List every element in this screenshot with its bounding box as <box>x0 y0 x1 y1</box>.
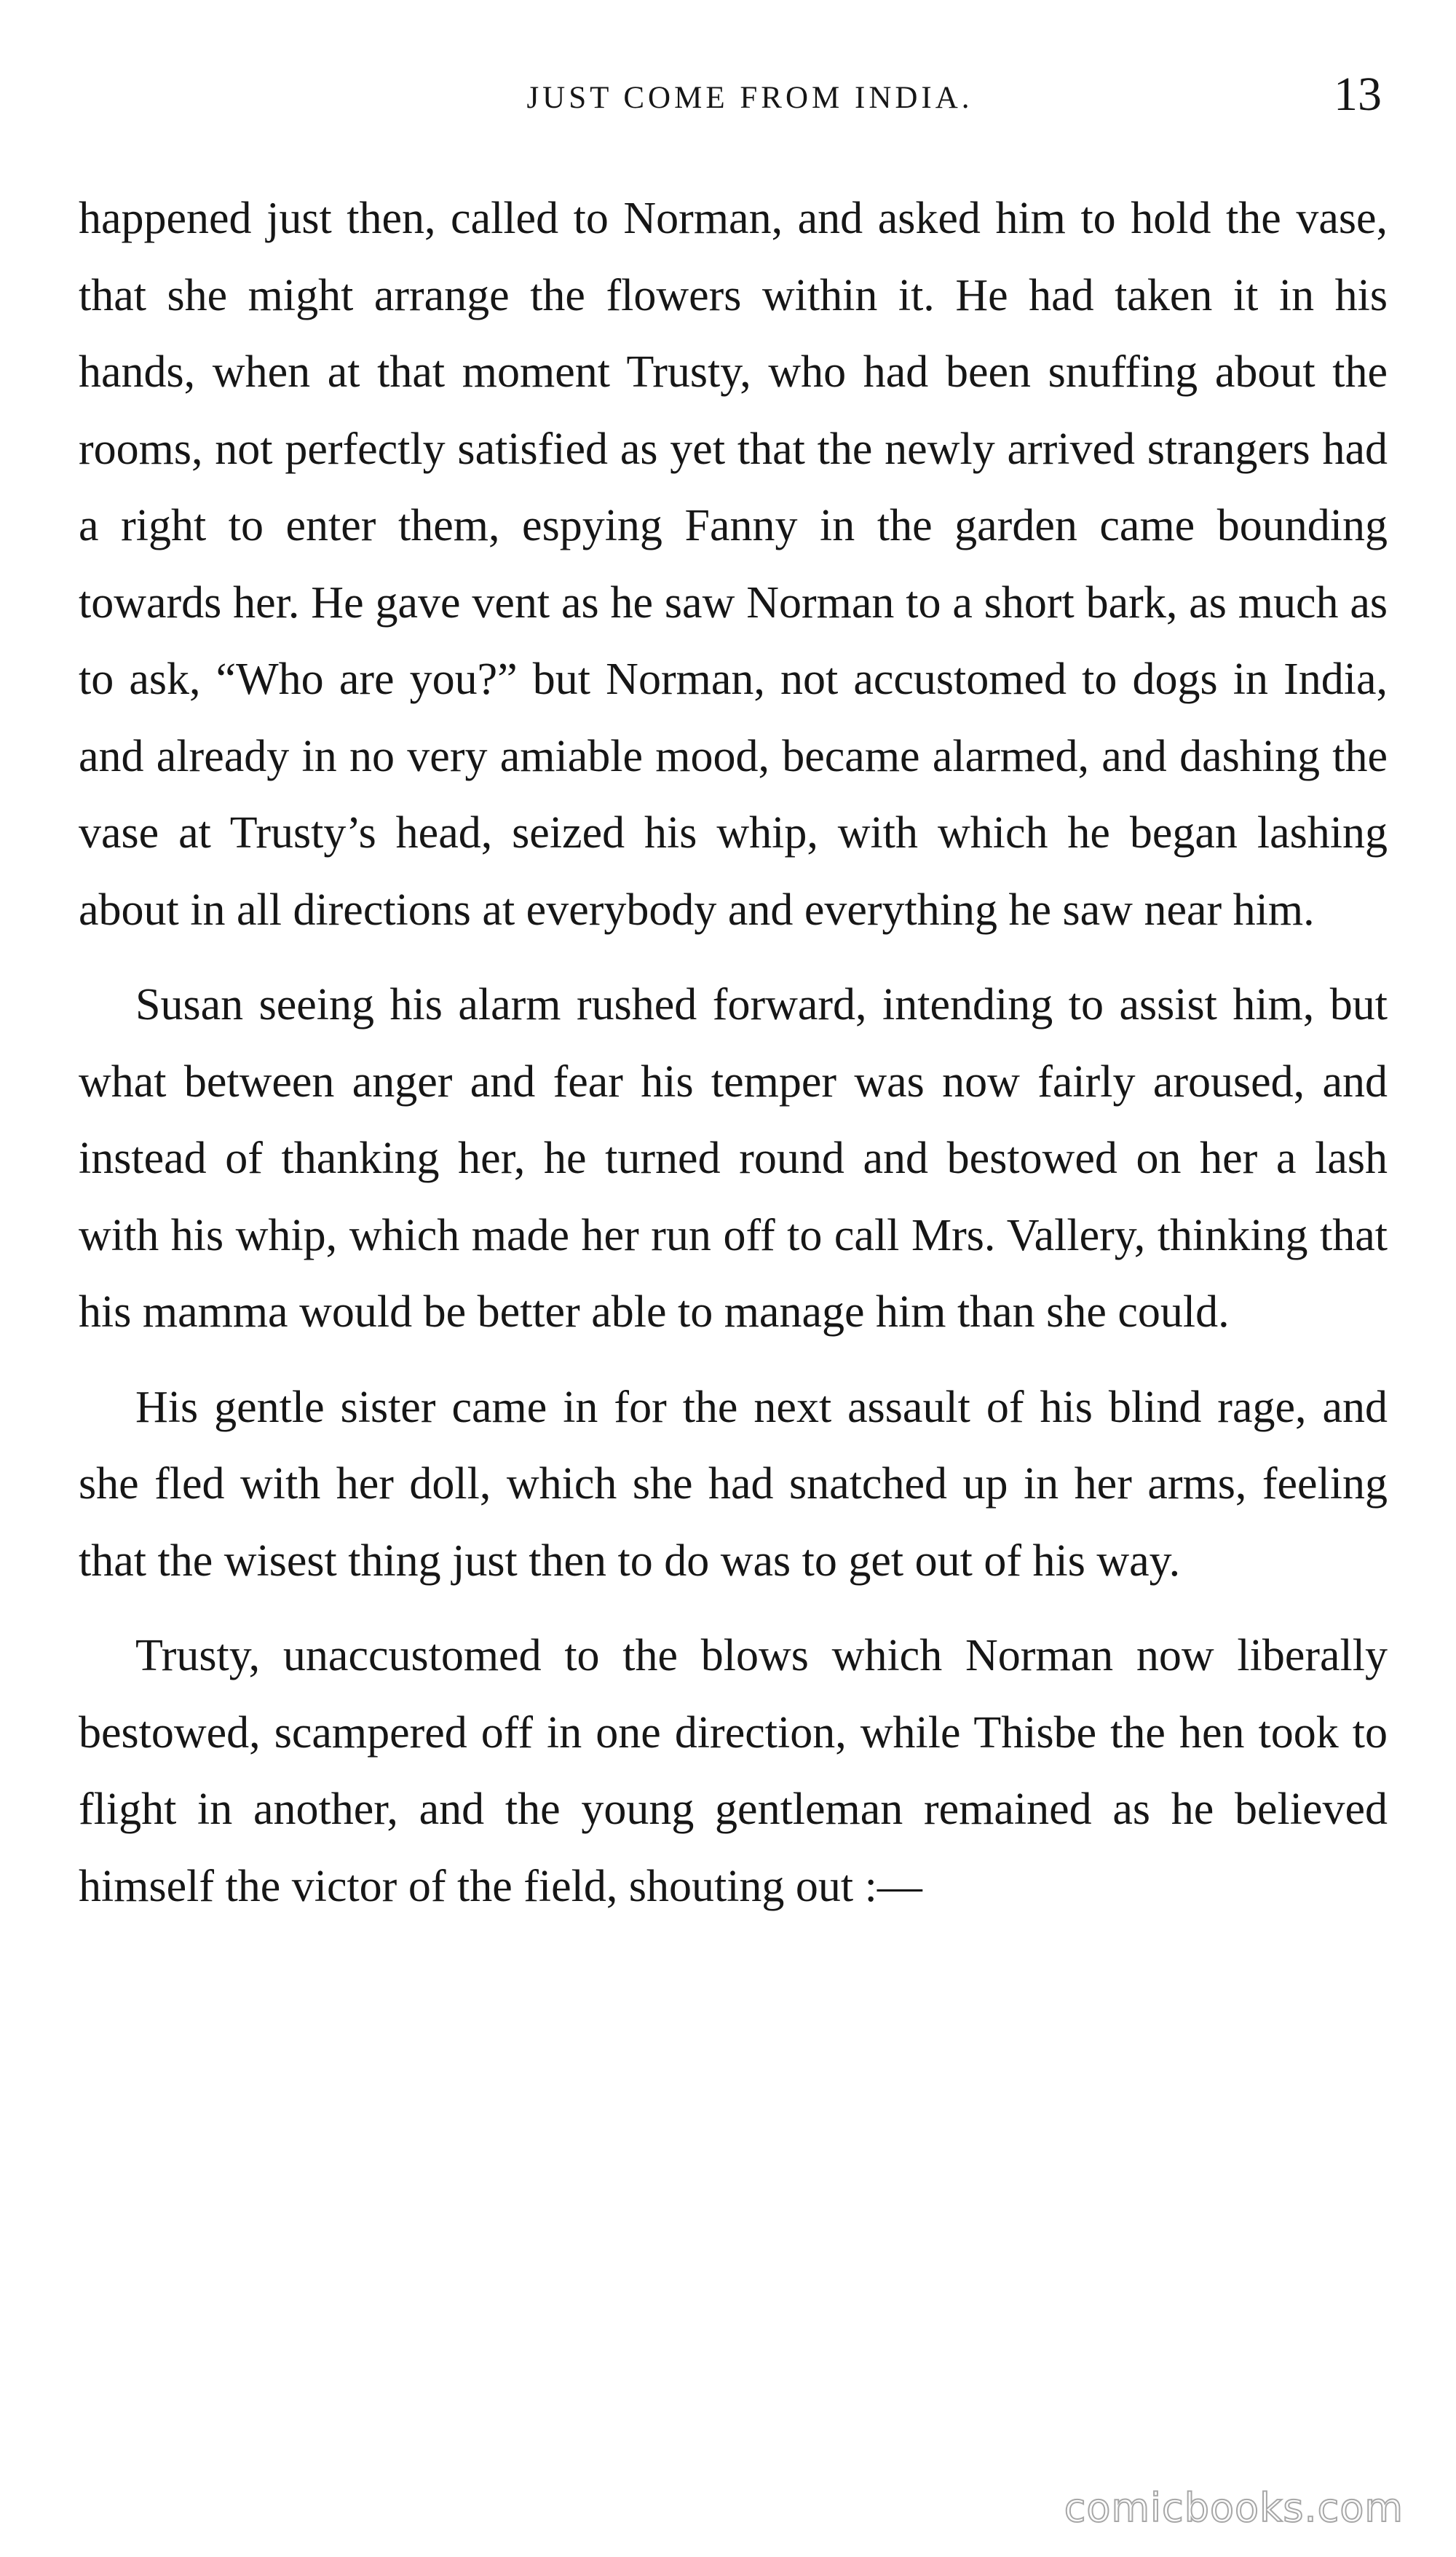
body-text <box>79 181 1388 1943</box>
paragraph: His gentle sister came in for the next assault of his blind rage, and she fled with her doll, which she had snatched up in her arms, feeling that the wisest thing just then to do was to get out of his way. <box>79 1382 1388 1586</box>
paragraph-continued: happened just then, called to Norman, and asked him to hold the vase, that she might arrange the flowers within it. He had taken it in his hands, when at that moment Trusty, who had been snuffing about the rooms, not perfectly satisfied as yet that the newly arrived strangers had a right to enter them, espying Fanny in the garden came bounding towards her. He gave vent as he saw Norman to a short bark, as much as to ask, “Who are you?” but Norman, not accustomed to dogs in India, and already in no very amiable mood, became alarmed, and dashing the vase at Trusty’s head, seized his whip, with which he began lashing about in all directions at everybody and everything he saw near him. <box>79 194 1388 935</box>
running-head <box>80 67 1390 125</box>
paragraph: Trusty, unaccustomed to the blows which Norman now liberally bestowed, scampered off in one direction, while Thisbe the hen took to flight in another, and the young gentleman remained as he believed himself the victor of the field, shouting out :— <box>79 1631 1388 1911</box>
running-title: JUST COME FROM INDIA. <box>526 81 973 115</box>
watermark: comicbooks.com <box>1064 2485 1404 2531</box>
paragraph: Susan seeing his alarm rushed forward, intending to assist him, but what between anger and fear his temper was now fairly aroused, and instead of thanking her, he turned round and bestowed on her a lash with his whip, which made her run off to call Mrs. Vallery, thinking that his mamma would be better able to manage him than she could. <box>79 980 1388 1337</box>
page-number: 13 <box>1334 68 1382 121</box>
